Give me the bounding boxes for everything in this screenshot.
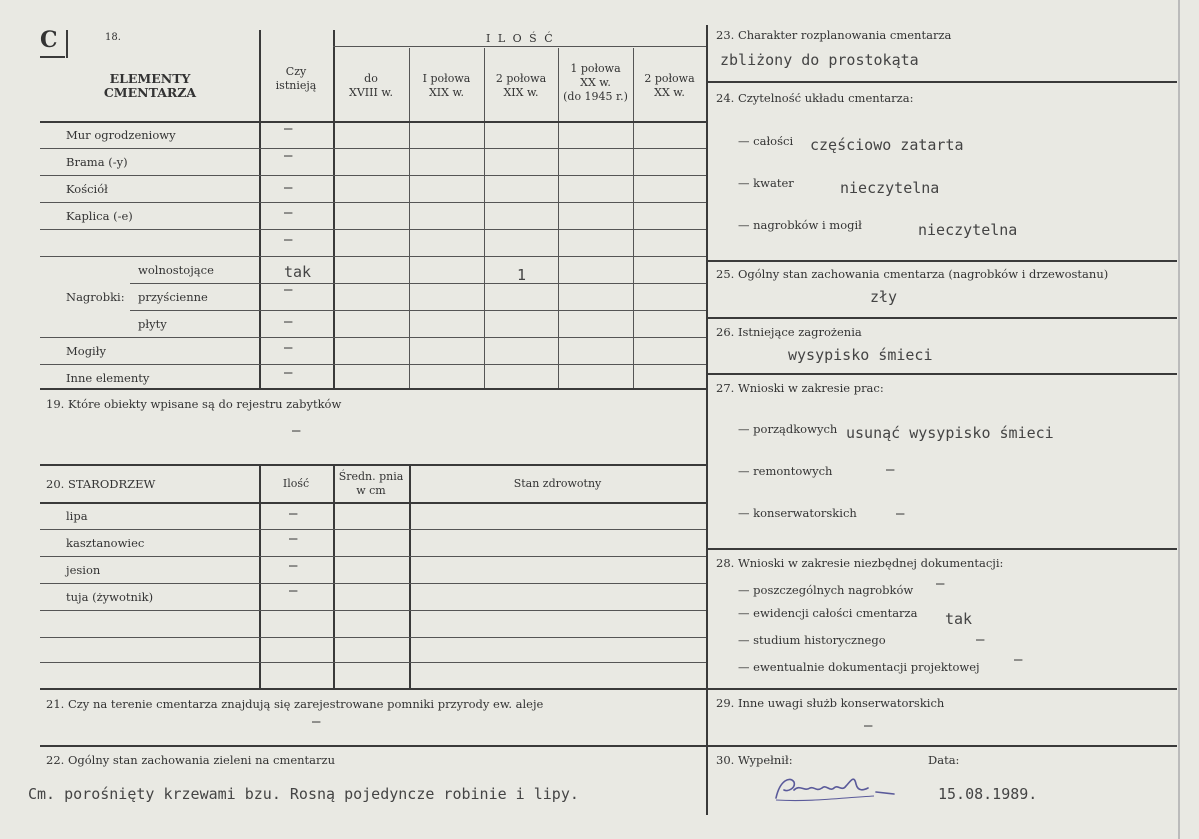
q24-calosci: — całości [738,134,794,148]
q28-nagrobkow-ans: – [936,576,945,592]
row-mogily-czy: – [284,340,293,356]
q28-projektowej: — ewentualnie dokumentacji projektowej [738,660,980,674]
nagrobki-plyty-czy: – [284,314,293,330]
q24-label: 24. Czytelność układu cmentarza: [716,91,914,105]
col-sredn: Średn. pnia w cm [338,470,404,497]
q29-answer: – [864,718,873,734]
signature-image [770,770,920,810]
q18-number: 18. [105,32,121,43]
q27-konserwatorskich: — konserwatorskich [738,506,857,520]
q28-ewidencji-ans: tak [945,610,973,628]
row-mur-czy: – [284,121,293,137]
q28-projektowej-ans: – [1014,652,1023,668]
row-brama-czy: – [284,148,293,164]
q25-label: 25. Ogólny stan zachowania cmentarza (nagrobków i drzewostanu) [716,267,1109,281]
q23-label: 23. Charakter rozplanowania cmentarza [716,28,952,42]
q28-studium-ans: – [976,632,985,648]
row-brama: Brama (-y) [66,155,128,169]
row-mur: Mur ogrodzeniowy [66,128,176,142]
col-stan: Stan zdrowotny [513,477,602,490]
q19-label: 19. Które obiekty wpisane są do rejestru zabytków [46,397,342,411]
q23-answer: zbliżony do prostokąta [720,51,919,69]
nagrobki-przyscienne: przyścienne [138,290,208,304]
q24-nagrobkow: — nagrobków i mogił [738,218,862,232]
col-ilosc: Ilość [282,477,310,490]
period-i-pol-xix: I połowa XIX w. [422,72,471,99]
tree-kasztanowiec-val: – [289,531,298,547]
q21-label: 21. Czy na terenie cmentarza znajdują się zarejestrowane pomniki przyrody ew. aleje [46,697,544,711]
q24-kwater: — kwater [738,176,794,190]
date-label: Data: [928,753,960,767]
q28-nagrobkow: — poszczególnych nagrobków [738,583,914,597]
tree-jesion: jesion [66,563,101,577]
q27-porzadkowych-ans: usunąć wysypisko śmieci [846,424,1054,442]
q24-nagrobkow-ans: nieczytelna [918,221,1018,239]
q22-answer: Cm. porośnięty krzewami bzu. Rosną pojedyncze robinie i lipy. [28,785,579,803]
q24-calosci-ans: częściowo zatarta [810,136,964,154]
period-2-pol-xx: 2 połowa XX w. [644,72,695,99]
section-letter: C [40,27,58,53]
q20-label: 20. STARODRZEW [46,477,156,491]
nagrobki-plyty: płyty [138,317,167,331]
q28-label: 28. Wnioski w zakresie niezbędnej dokumentacji: [716,556,1004,570]
row-inne-czy: – [284,365,293,381]
page-edge [1178,0,1180,839]
row-kaplica-czy: – [284,205,293,221]
q28-ewidencji: — ewidencji całości cmentarza [738,606,918,620]
tree-lipa: lipa [66,509,88,523]
tree-jesion-val: – [289,558,298,574]
q26-answer: wysypisko śmieci [788,346,933,364]
q19-answer: – [292,423,301,439]
period-do-xviii: do XVIII w. [349,72,393,99]
row-kaplica: Kaplica (-e) [66,209,133,223]
q24-kwater-ans: nieczytelna [840,179,940,197]
row-mogily: Mogiły [66,344,106,358]
elements-heading: ELEMENTY CMENTARZA [103,71,197,100]
panel-divider [706,25,708,815]
q28-studium: — studium historycznego [738,633,886,647]
q25-answer: zły [870,288,898,306]
nagrobki-wolnostojace-czy: tak [284,263,312,281]
tree-kasztanowiec: kasztanowiec [66,536,145,550]
period-1-pol-xx: 1 połowa XX w. (do 1945 r.) [563,62,628,103]
tree-tuja-val: – [289,583,298,599]
tree-tuja: tuja (żywotnik) [66,590,154,604]
q30-label: 30. Wypełnił: [716,753,793,767]
ilosc-header: I L O Ś Ć [486,32,555,45]
q27-konserwatorskich-ans: – [896,506,905,522]
nagrobki-wolnostojace-val: 1 [517,266,527,284]
q27-label: 27. Wnioski w zakresie prac: [716,381,884,395]
q26-label: 26. Istniejące zagrożenia [716,325,862,339]
date-value: 15.08.1989. [938,785,1038,803]
q29-label: 29. Inne uwagi służb konserwatorskich [716,696,945,710]
nagrobki-wolnostojace: wolnostojące [138,263,214,277]
nagrobki-przyscienne-czy: – [284,282,293,298]
q27-remontowych-ans: – [886,462,895,478]
row-kosciol-czy: – [284,180,293,196]
row-kosciol: Kościół [66,182,108,196]
row-blank-czy: – [284,232,293,248]
q21-answer: – [312,714,321,730]
q27-remontowych: — remontowych [738,464,833,478]
nagrobki-label: Nagrobki: [66,290,125,304]
tree-lipa-val: – [289,506,298,522]
q27-porzadkowych: — porządkowych [738,422,838,436]
col-czy-istnieja: Czy istnieją [275,65,317,92]
period-2-pol-xix: 2 połowa XIX w. [495,72,547,99]
q22-label: 22. Ogólny stan zachowania zieleni na cmentarzu [46,753,335,767]
row-inne: Inne elementy [66,371,150,385]
